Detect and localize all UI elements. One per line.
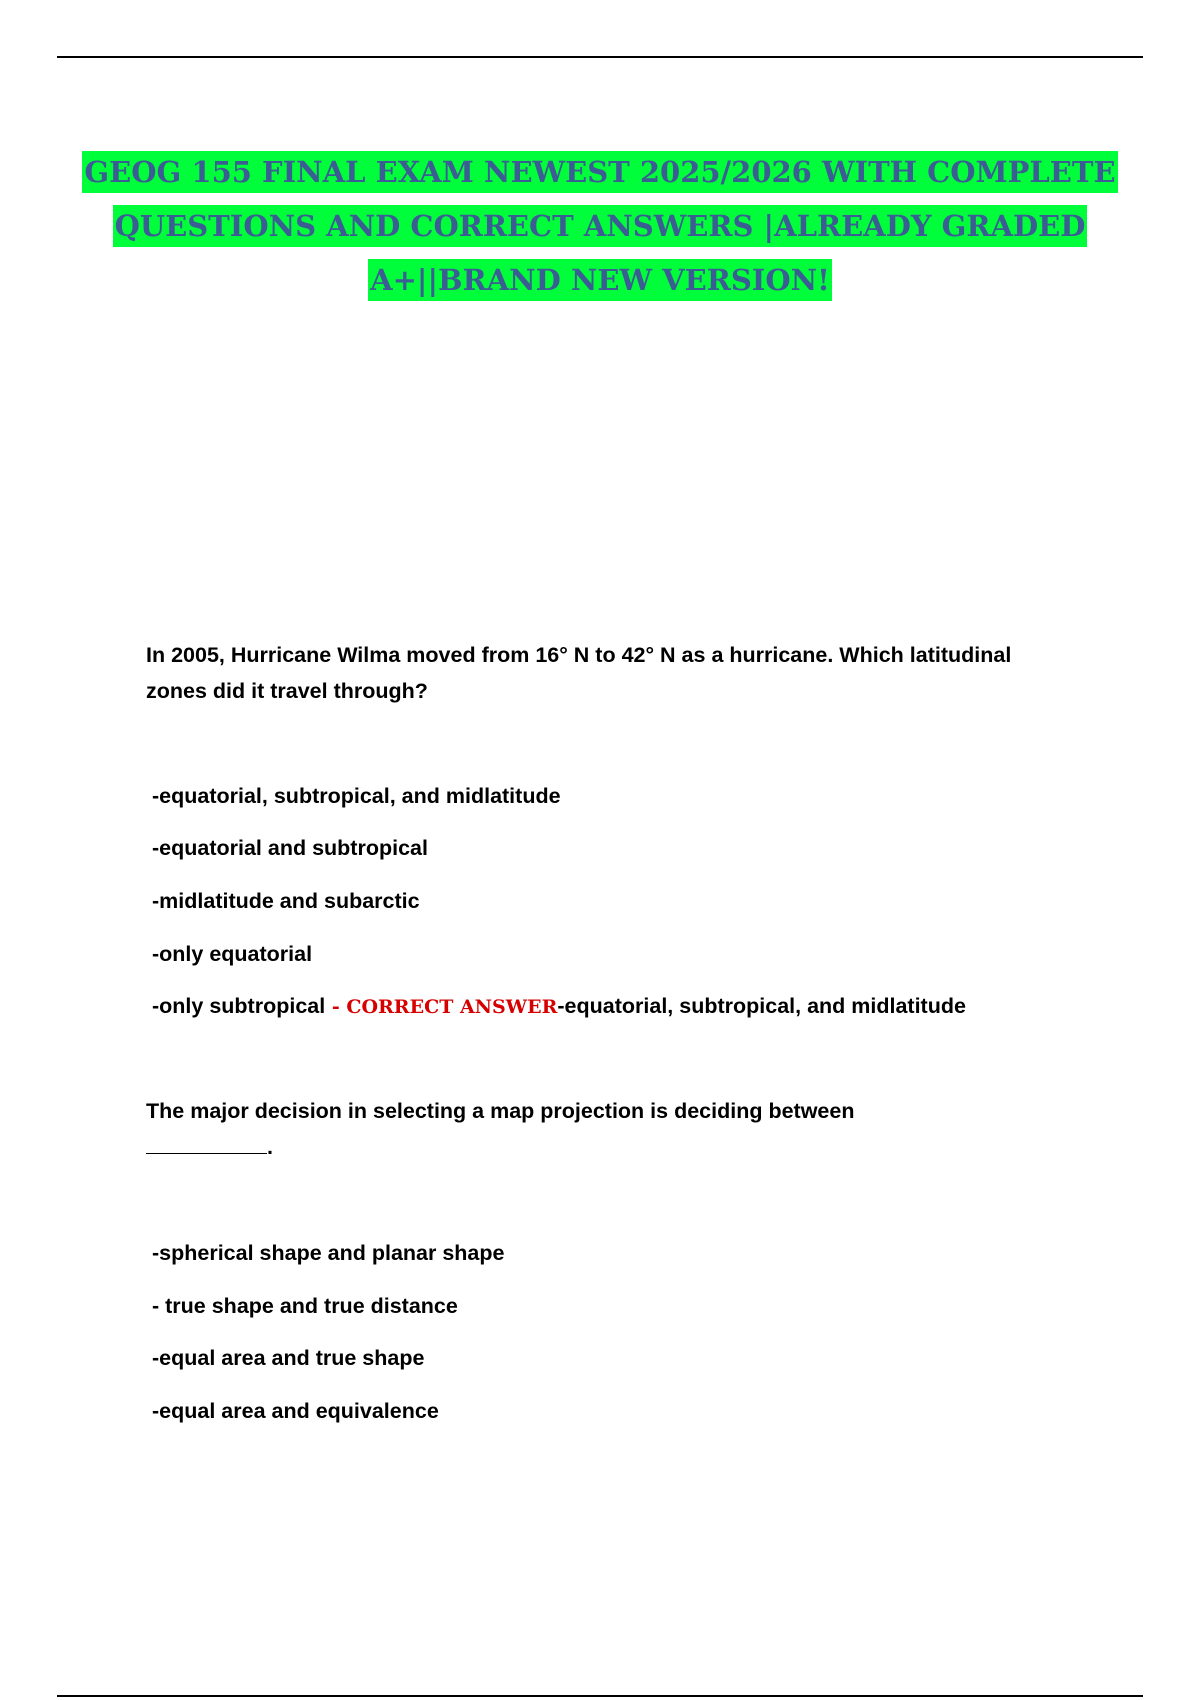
answer-option: -spherical shape and planar shape	[152, 1241, 505, 1265]
answer-option: -equatorial, subtropical, and midlatitude	[152, 784, 561, 808]
answer-option: -equatorial and subtropical	[152, 836, 428, 860]
correct-answer-text: -equatorial, subtropical, and midlatitude	[557, 994, 966, 1018]
document-title	[0, 145, 1200, 307]
top-rule	[57, 56, 1143, 58]
question-prompt-text: The major decision in selecting a map projection is deciding between	[146, 1099, 855, 1123]
bottom-rule	[57, 1695, 1143, 1697]
question-prompt	[146, 1093, 1076, 1165]
question-prompt: In 2005, Hurricane Wilma moved from 16° N to 42° N as a hurricane. Which latitudinal zones did it travel through?	[146, 643, 1012, 703]
correct-answer-marker: - CORRECT ANSWER	[325, 996, 558, 1018]
answer-option: -equal area and equivalence	[152, 1399, 439, 1423]
answer-option: -only subtropical	[152, 994, 326, 1018]
title-line: QUESTIONS AND CORRECT ANSWERS |ALREADY GRADED	[0, 199, 1200, 253]
fill-in-blank	[146, 1133, 267, 1154]
answer-option-with-answer	[152, 992, 966, 1021]
question-prompt-end: .	[267, 1135, 273, 1159]
answer-option: -equal area and true shape	[152, 1346, 425, 1370]
answer-option: - true shape and true distance	[152, 1294, 458, 1318]
answer-option: -only equatorial	[152, 942, 313, 966]
answer-option: -midlatitude and subarctic	[152, 889, 420, 913]
title-line: GEOG 155 FINAL EXAM NEWEST 2025/2026 WITH COMPLETE	[0, 145, 1200, 199]
title-line: A+||BRAND NEW VERSION!	[0, 253, 1200, 307]
